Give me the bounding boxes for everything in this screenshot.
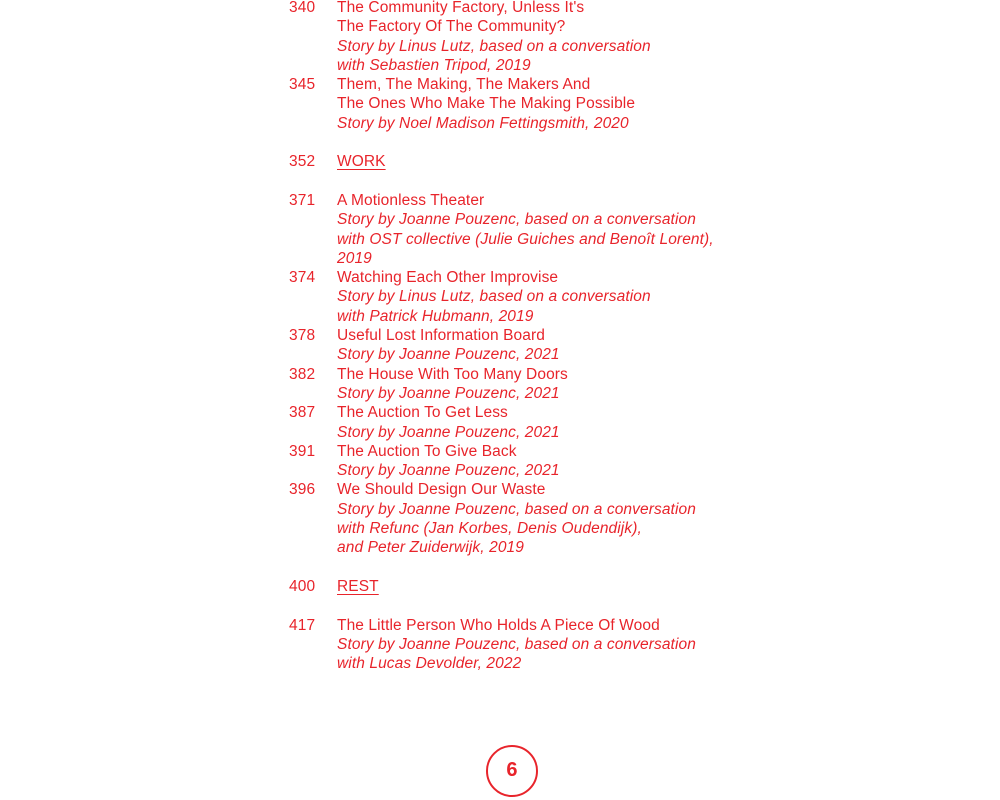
toc-title-line: We Should Design Our Waste	[337, 481, 546, 499]
toc-credit-line: Story by Linus Lutz, based on a conversation	[337, 288, 651, 306]
toc-page-number: 391	[289, 442, 316, 460]
toc-entry[interactable]	[289, 75, 729, 133]
toc-credit-line: Story by Joanne Pouzenc, 2021	[337, 423, 560, 441]
section-link-rest[interactable]: REST	[337, 577, 379, 595]
toc-title-line: Watching Each Other Improvise	[337, 269, 559, 287]
toc-credit-line: with Sebastien Tripod, 2019	[337, 56, 531, 74]
section-spacer	[289, 596, 729, 615]
toc-credit-line: Story by Joanne Pouzenc, 2021	[337, 384, 560, 402]
toc-entry[interactable]	[289, 403, 729, 442]
toc-credit-line: with Lucas Devolder, 2022	[337, 655, 522, 673]
toc-title-line: The Auction To Give Back	[337, 442, 517, 460]
toc-page-number: 340	[289, 0, 316, 16]
toc-section-work[interactable]	[289, 152, 729, 171]
toc-credit-line: Story by Joanne Pouzenc, 2021	[337, 462, 560, 480]
toc-page-number: 371	[289, 191, 316, 209]
page-number: 6	[506, 759, 518, 782]
toc-credit-line: Story by Joanne Pouzenc, based on a conversation	[337, 500, 696, 518]
toc-title-line: The House With Too Many Doors	[337, 365, 568, 383]
toc-title-line: The Auction To Get Less	[337, 404, 508, 422]
page-number-badge	[486, 745, 538, 797]
toc-entry[interactable]	[289, 442, 729, 481]
toc-credit-line: Story by Joanne Pouzenc, based on a conversation	[337, 211, 696, 229]
toc-credit-line: Story by Noel Madison Fettingsmith, 2020	[337, 114, 629, 132]
toc-page-number: 396	[289, 481, 316, 499]
toc-credit-line: Story by Joanne Pouzenc, based on a conversation	[337, 635, 696, 653]
table-of-contents	[289, 0, 729, 673]
section-link-work[interactable]: WORK	[337, 153, 386, 171]
toc-page-number: 352	[289, 153, 316, 171]
toc-credit-line: with Refunc (Jan Korbes, Denis Oudendijk),	[337, 520, 642, 538]
toc-title-line: The Community Factory, Unless It's	[337, 0, 585, 16]
toc-entry[interactable]	[289, 326, 729, 365]
toc-section-rest[interactable]	[289, 577, 729, 596]
toc-entry[interactable]	[289, 480, 729, 557]
toc-credit-line: with Patrick Hubmann, 2019	[337, 307, 534, 325]
toc-page-number: 378	[289, 327, 316, 345]
section-spacer	[289, 133, 729, 152]
toc-page-number: 417	[289, 616, 316, 634]
toc-title-line: A Motionless Theater	[337, 191, 485, 209]
toc-page-number: 382	[289, 365, 316, 383]
section-spacer	[289, 172, 729, 191]
toc-credit-line: Story by Joanne Pouzenc, 2021	[337, 346, 560, 364]
toc-title-line: The Factory Of The Community?	[337, 18, 566, 36]
toc-entry[interactable]	[289, 191, 729, 268]
toc-entry[interactable]	[289, 616, 729, 674]
toc-title-line: Useful Lost Information Board	[337, 327, 545, 345]
toc-credit-line: Story by Linus Lutz, based on a conversation	[337, 37, 651, 55]
toc-page-number: 345	[289, 76, 316, 94]
toc-title-line: The Little Person Who Holds A Piece Of Wood	[337, 616, 660, 634]
toc-entry[interactable]	[289, 365, 729, 404]
section-spacer	[289, 558, 729, 577]
toc-entry[interactable]	[289, 0, 729, 75]
toc-entry[interactable]	[289, 268, 729, 326]
toc-title-line: The Ones Who Make The Making Possible	[337, 95, 636, 113]
toc-credit-line: and Peter Zuiderwijk, 2019	[337, 539, 524, 557]
toc-page-number: 387	[289, 404, 316, 422]
toc-title-line: Them, The Making, The Makers And	[337, 76, 591, 94]
toc-credit-line: 2019	[337, 249, 372, 267]
toc-page-number: 400	[289, 577, 316, 595]
toc-page-number: 374	[289, 269, 316, 287]
toc-credit-line: with OST collective (Julie Guiches and Benoît Lorent),	[337, 230, 714, 248]
